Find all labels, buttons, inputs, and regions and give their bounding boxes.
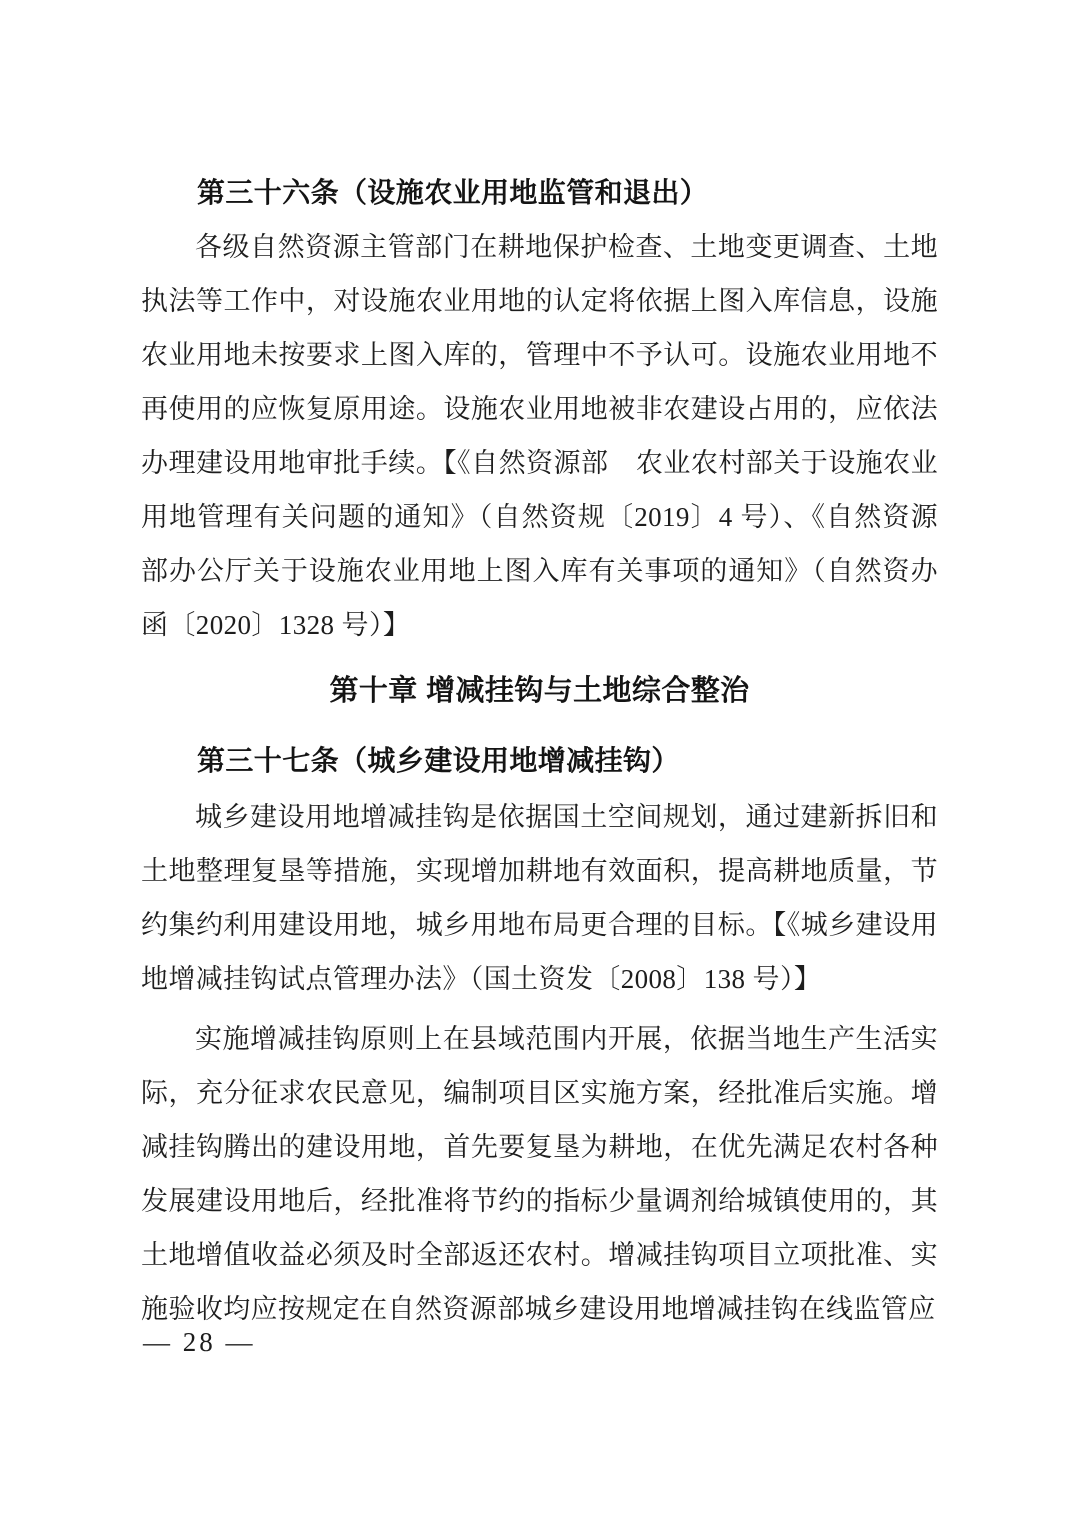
article-36-heading: 第三十六条（设施农业用地监管和退出） (197, 177, 709, 208)
text-column (141, 166, 938, 1336)
article-37-heading: 第三十七条（城乡建设用地增减挂钩） (197, 745, 680, 776)
chapter-10-heading: 第十章 增减挂钩与土地综合整治 (329, 675, 750, 707)
page-number: — 28 — (143, 1327, 256, 1357)
article-37-implementation-paragraph: 实施增减挂钩原则上在县域范围内开展，依据当地生产生活实际，充分征求农民意见，编制项目区实施方案，经批准后实施。增减挂钩腾出的建设用地，首先要复垦为耕地，在优先满足农村各种发展建设用地后，经批准将节约的指标少量调剂给城镇使用的，其土地增值收益必须及时全部返还农村。增减挂钩项目立项批准、实施验收均应按规定在自然资源部城乡建设用地增减挂钩在线监管应 (141, 1024, 938, 1324)
article-37-definition-paragraph: 城乡建设用地增减挂钩是依据国土空间规划，通过建新拆旧和土地整理复垦等措施，实现增加耕地有效面积，提高耕地质量，节约集约利用建设用地，城乡用地布局更合理的目标。【《城乡建设用地增减挂钩试点管理办法》（国土资发〔2008〕138 号）】 (141, 802, 938, 994)
article-36-body-paragraph: 各级自然资源主管部门在耕地保护检查、土地变更调查、土地执法等工作中，对设施农业用地的认定将依据上图入库信息，设施农业用地未按要求上图入库的，管理中不予认可。设施农业用地不再使用的应恢复原用途。设施农业用地被非农建设占用的，应依法办理建设用地审批手续。【《自然资源部 农业农村部关于设施农业用地管理有关问题的通知》（自然资规〔2019〕4 号）、《自然资源部办公厅关于设施农业用地上图入库有关事项的通知》（自然资办函〔2020〕1328 号）】 (141, 232, 938, 640)
